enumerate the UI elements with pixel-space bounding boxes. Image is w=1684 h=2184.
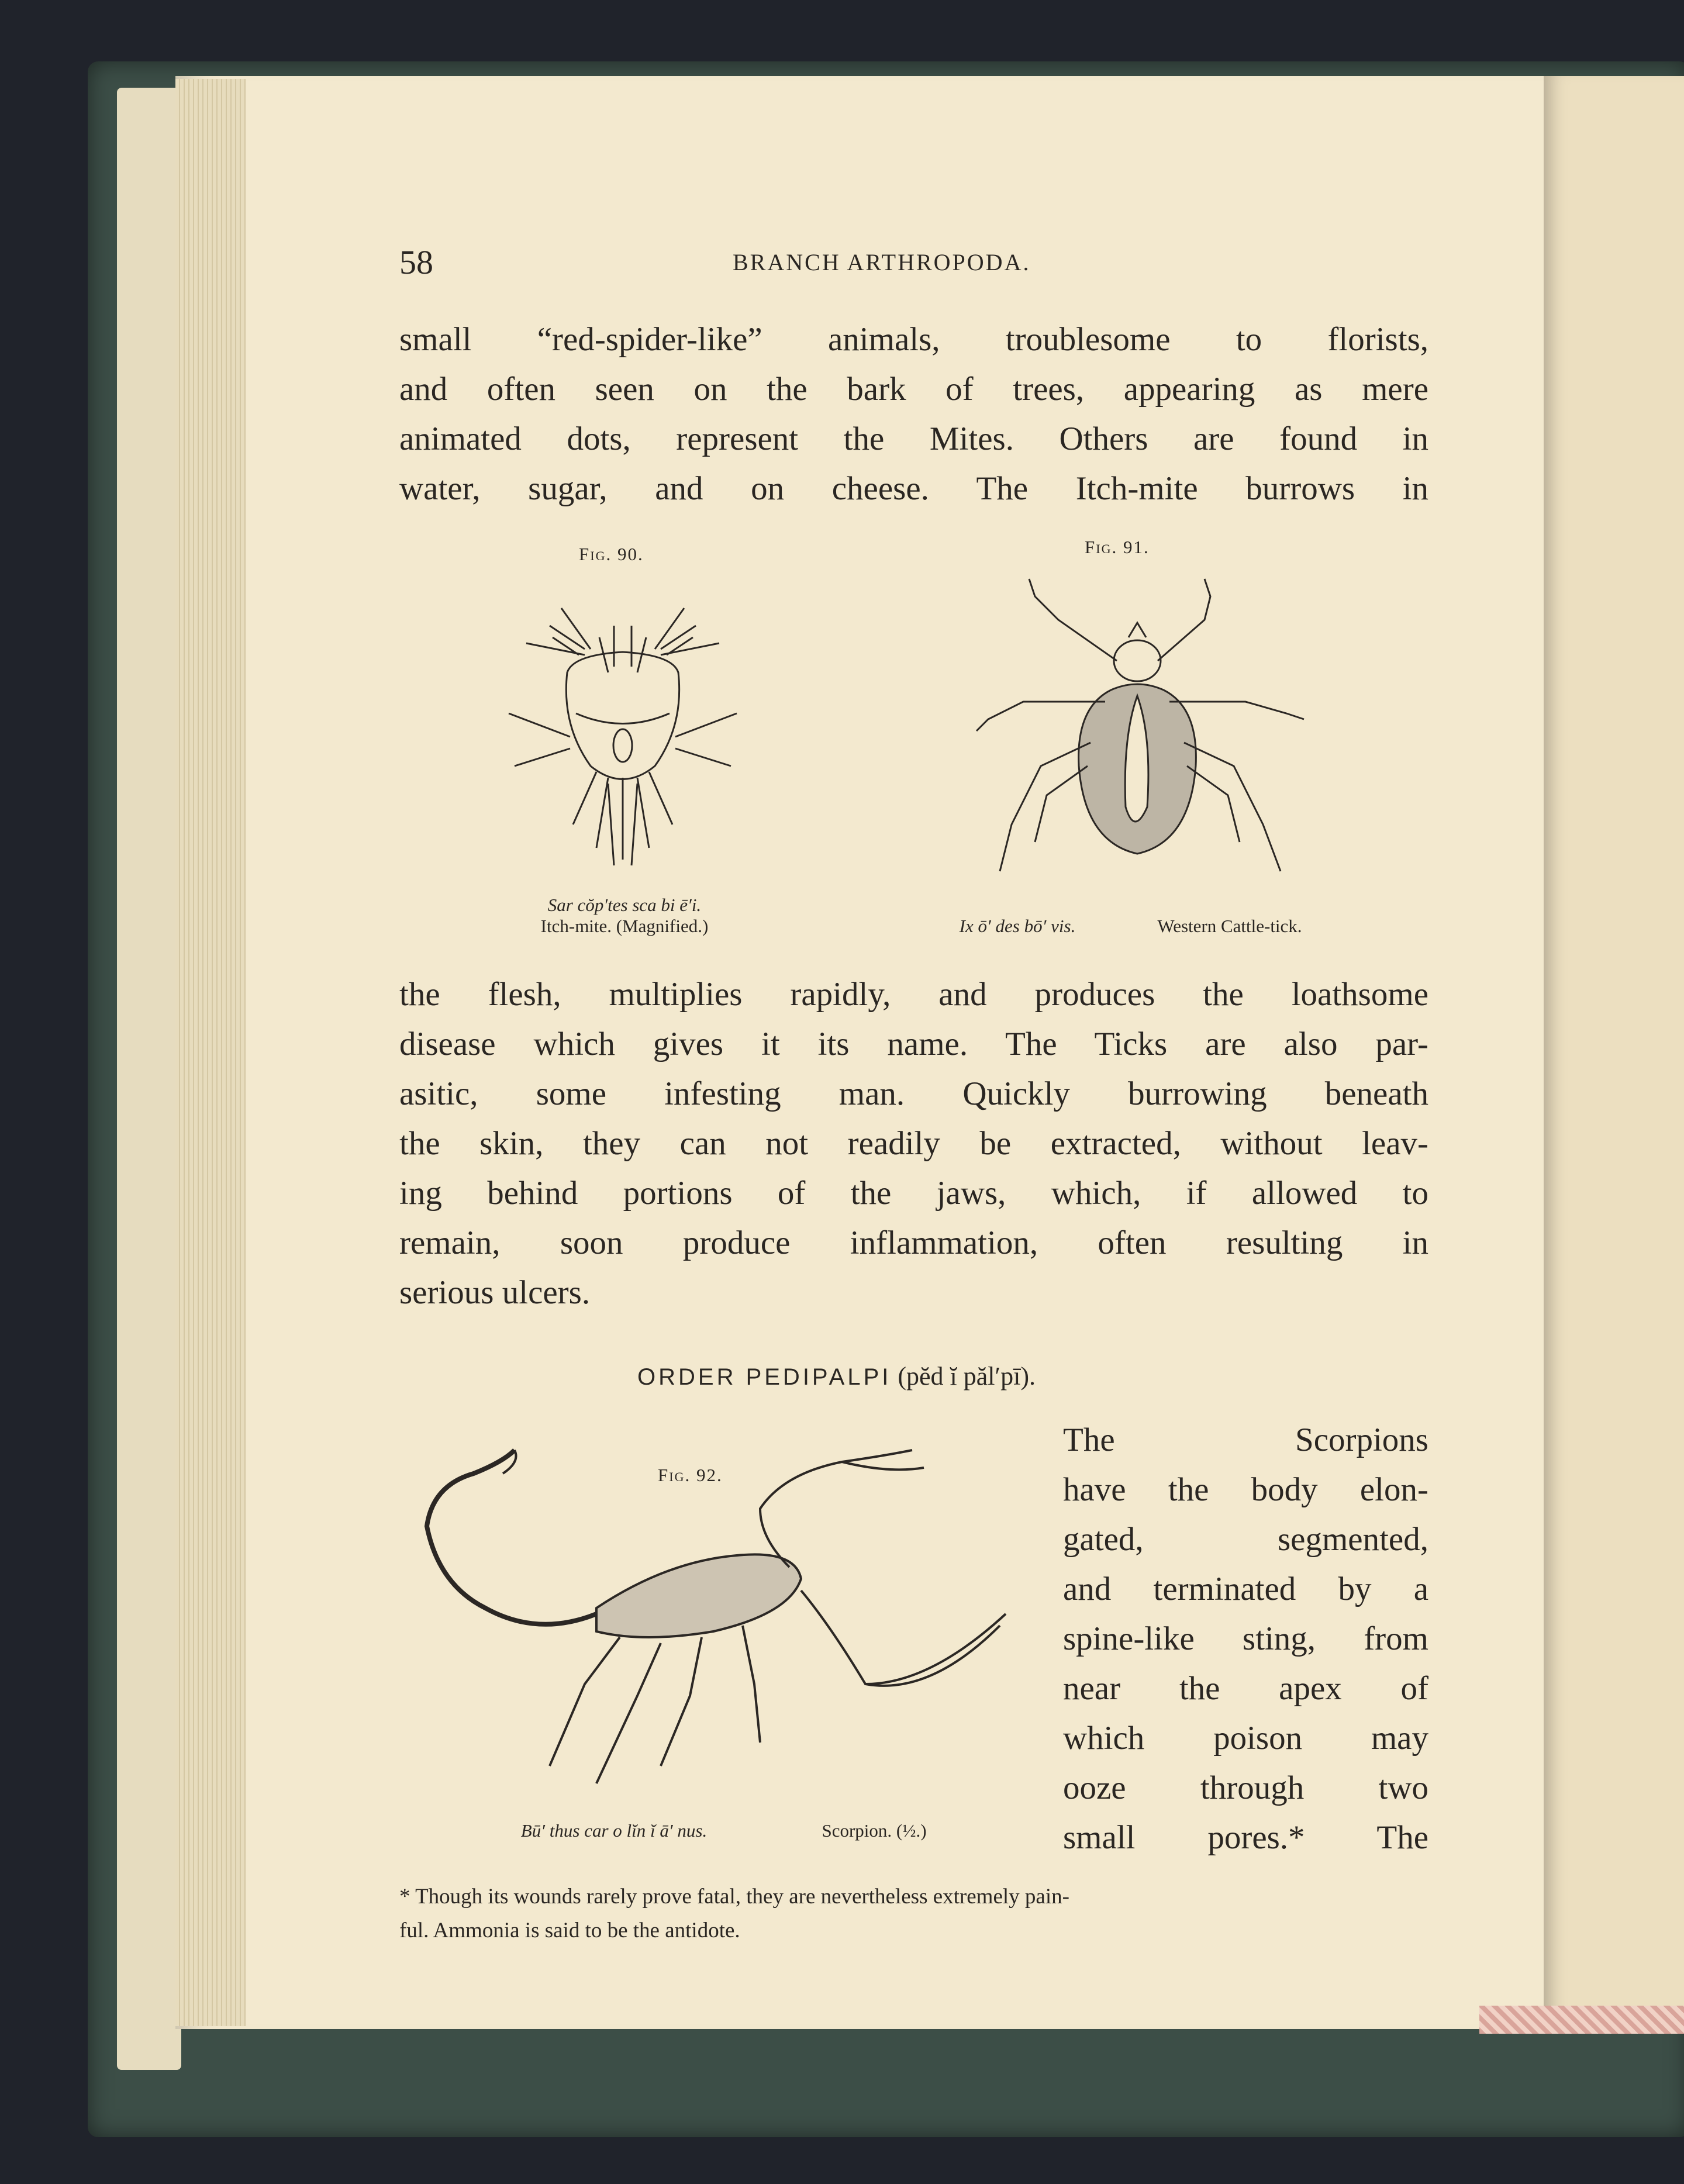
running-header	[399, 243, 1428, 281]
text-line: gated, segmented,	[1063, 1521, 1428, 1558]
text-line: spine-like sting, from	[1063, 1620, 1428, 1657]
itch-mite-illustration	[497, 591, 748, 871]
text-line: asitic, some infesting man. Quickly burrowing beneath	[399, 1075, 1428, 1112]
fig92-label: Fig. 92.	[658, 1465, 723, 1485]
order-name: ORDER PEDIPALPI	[637, 1364, 892, 1390]
facing-page	[1544, 76, 1684, 2029]
scorpion-paragraph	[1063, 1415, 1428, 1862]
text-line: the flesh, multiplies rapidly, and produces the loathsome	[399, 976, 1428, 1013]
order-heading	[637, 1361, 1222, 1391]
text-line: small “red-spider-like” animals, troublesome to florists,	[399, 321, 1428, 358]
page-number: 58	[399, 243, 433, 281]
bookmark-ribbon	[1479, 2006, 1684, 2034]
text-line: have the body elon-	[1063, 1471, 1428, 1508]
fig90-scientific-name: Sar cŏp′tes sca bi ē′i.	[547, 895, 702, 915]
fig92-scientific-name: Bū′ thus car o lĭn ĭ ā′ nus.	[520, 1820, 708, 1841]
footnote-line: ful. Ammonia is said to be the antidote.	[399, 1919, 740, 1943]
cover-endpaper	[117, 88, 181, 2070]
text-line: animated dots, represent the Mites. Others are found in	[399, 420, 1428, 457]
fig91-label: Fig. 91.	[1085, 537, 1150, 557]
fig90-label: Fig. 90.	[579, 544, 644, 564]
cattle-tick-illustration	[930, 573, 1339, 900]
text-line: ooze through two	[1063, 1769, 1428, 1806]
text-line: water, sugar, and on cheese. The Itch-mite burrows in	[399, 470, 1428, 507]
footnote	[399, 1880, 1428, 1948]
order-pronunciation: (pĕd ĭ păl′pī).	[898, 1362, 1036, 1391]
text-line: near the apex of	[1063, 1670, 1428, 1707]
footnote-line: * Though its wounds rarely prove fatal, they are nevertheless extremely pain-	[399, 1885, 1069, 1909]
middle-paragraph	[399, 969, 1428, 1317]
fig91-scientific-name: Ix ō′ des bō′ vis.	[959, 916, 1076, 936]
fig91-caption: Western Cattle-tick.	[1157, 916, 1302, 936]
top-paragraph	[399, 315, 1428, 513]
scorpion-illustration	[386, 1438, 1041, 1801]
text-line: disease which gives it its name. The Ticks are also par-	[399, 1026, 1428, 1062]
text-line: remain, soon produce inflammation, often resulting in	[399, 1224, 1428, 1261]
fig90-caption: Itch-mite. (Magnified.)	[540, 916, 709, 936]
text-line: ing behind portions of the jaws, which, if allowed to	[399, 1175, 1428, 1212]
text-line: and often seen on the bark of trees, appearing as mere	[399, 371, 1428, 408]
text-line: small pores.* The	[1063, 1819, 1428, 1856]
text-line: serious ulcers.	[399, 1274, 591, 1311]
text-line: which poison may	[1063, 1720, 1428, 1757]
fig92-caption: Scorpion. (½.)	[822, 1820, 927, 1841]
text-line: the skin, they can not readily be extracted, without leav-	[399, 1125, 1428, 1162]
text-line: and terminated by a	[1063, 1571, 1428, 1607]
running-title: BRANCH ARTHROPODA.	[733, 249, 1031, 275]
page-edges	[175, 79, 246, 2026]
text-line: The Scorpions	[1063, 1422, 1428, 1458]
